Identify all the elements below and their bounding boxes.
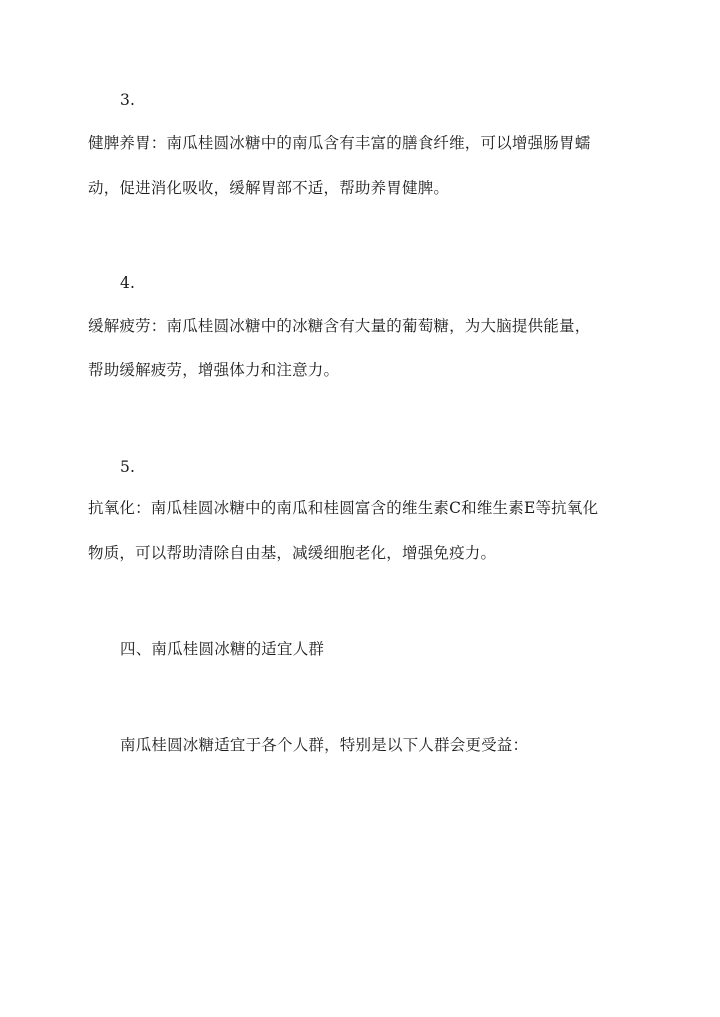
item-5-line-1: 抗氧化：南瓜桂圆冰糖中的南瓜和桂圆富含的维生素C和维生素E等抗氧化 (88, 499, 599, 517)
item-4-line-1: 缓解疲劳：南瓜桂圆冰糖中的冰糖含有大量的葡萄糖，为大脑提供能量， (88, 317, 591, 335)
item-number-3: 3. (120, 91, 136, 109)
item-5-line-2: 物质，可以帮助清除自由基，减缓细胞老化，增强免疫力。 (88, 544, 497, 562)
item-3-line-2: 动，促进消化吸收，缓解胃部不适，帮助养胃健脾。 (88, 179, 450, 197)
item-4-line-2: 帮助缓解疲劳，增强体力和注意力。 (88, 361, 340, 379)
intro-paragraph: 南瓜桂圆冰糖适宜于各个人群，特别是以下人群会更受益： (120, 736, 529, 754)
item-number-4: 4. (120, 274, 136, 292)
section-heading: 四、南瓜桂圆冰糖的适宜人群 (120, 640, 325, 658)
item-number-5: 5. (120, 458, 136, 476)
item-3-line-1: 健脾养胃：南瓜桂圆冰糖中的南瓜含有丰富的膳食纤维，可以增强肠胃蠕 (88, 134, 591, 152)
